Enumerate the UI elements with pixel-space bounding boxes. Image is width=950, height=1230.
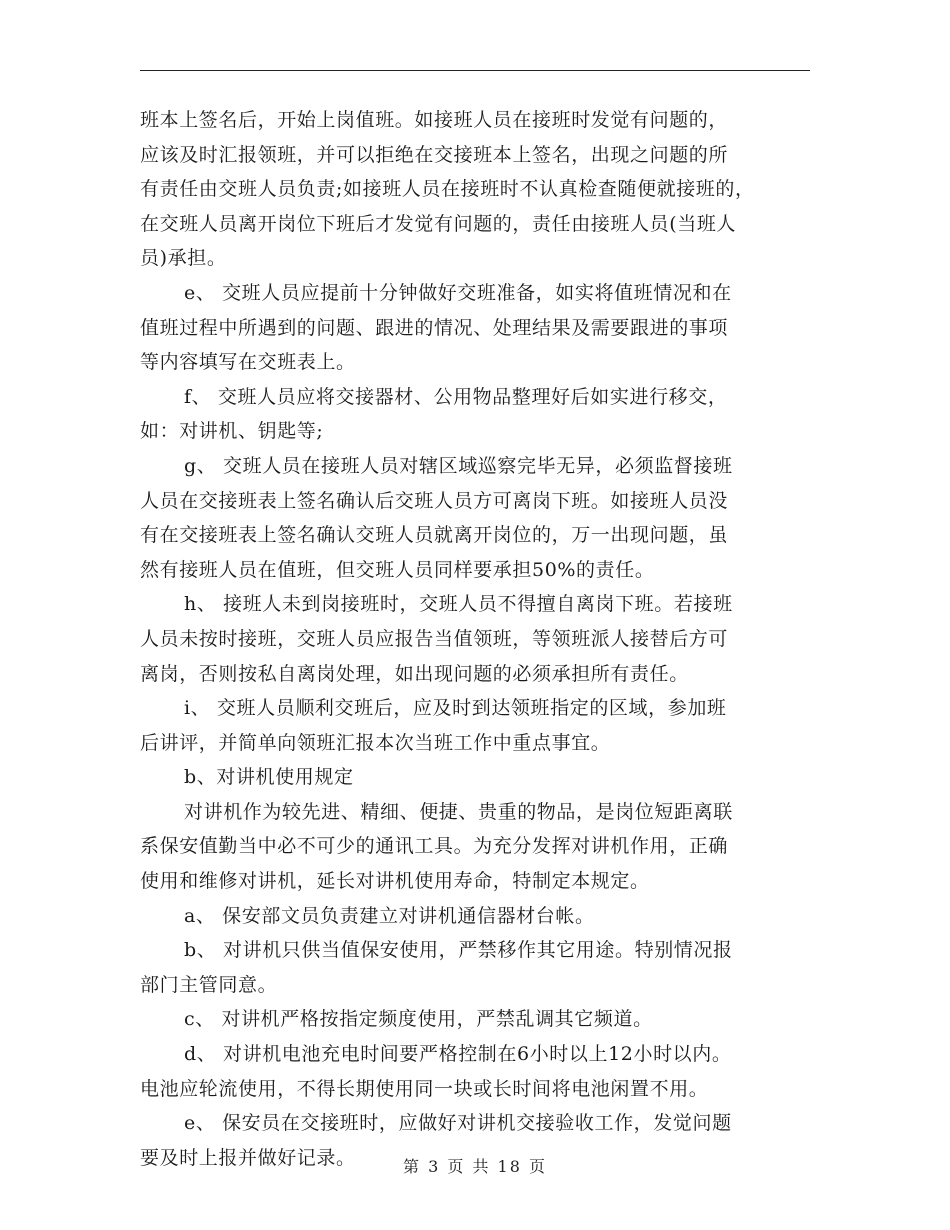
text-line: f、 交班人员应将交接器材、公用物品整理好后如实进行移交， xyxy=(184,385,728,408)
text-line: 人员在交接班表上签名确认后交班人员方可离岗下班。如接班人员没 xyxy=(140,489,729,512)
text-line: 有在交接班表上签名确认交班人员就离开岗位的，万一出现问题，虽 xyxy=(140,524,729,547)
text-line: 对讲机作为较先进、精细、便捷、贵重的物品，是岗位短距离联 xyxy=(184,800,733,823)
text-line: b、 对讲机只供当值保安使用，严禁移作其它用途。特别情况报 xyxy=(184,939,733,962)
text-line: e、 交班人员应提前十分钟做好交班准备，如实将值班情况和在 xyxy=(184,281,732,304)
text-line: g、 交班人员在接班人员对辖区域巡察完毕无异，必须监督接班 xyxy=(184,454,733,477)
text-line: 系保安值勤当中必不可少的通讯工具。为充分发挥对讲机作用，正确 xyxy=(140,835,729,858)
text-line: c、 对讲机严格按指定频度使用，严禁乱调其它频道。 xyxy=(184,1008,653,1031)
text-line: 离岗，否则按私自离岗处理，如出现问题的必须承担所有责任。 xyxy=(140,662,689,685)
text-line: e、 保安员在交接班时，应做好对讲机交接验收工作，发觉问题 xyxy=(184,1112,732,1135)
section-heading: b、对讲机使用规定 xyxy=(184,766,354,789)
text-line: i、 交班人员顺利交班后，应及时到达领班指定的区域，参加班 xyxy=(184,697,727,720)
text-line: 然有接班人员在值班，但交班人员同样要承担50%的责任。 xyxy=(140,558,655,581)
text-line: 有责任由交班人员负责;如接班人员在接班时不认真检查随便就接班的， xyxy=(140,178,755,201)
text-line: 部门主管同意。 xyxy=(140,973,278,996)
text-line: 使用和维修对讲机，延长对讲机使用寿命，特制定本规定。 xyxy=(140,870,650,893)
header-rule xyxy=(140,70,810,71)
text-line: 等内容填写在交班表上。 xyxy=(140,351,356,374)
text-line: h、 接班人未到岗接班时，交班人员不得擅自离岗下班。若接班 xyxy=(184,593,733,616)
text-line: a、 保安部文员负责建立对讲机通信器材台帐。 xyxy=(184,904,595,927)
text-line: 电池应轮流使用，不得长期使用同一块或长时间将电池闲置不用。 xyxy=(140,1077,709,1100)
text-line: 如：对讲机、钥匙等; xyxy=(140,420,324,443)
text-line: 后讲评，并简单向领班汇报本次当班工作中重点事宜。 xyxy=(140,731,611,754)
text-line: 在交班人员离开岗位下班后才发觉有问题的，责任由接班人员(当班人 xyxy=(140,212,737,235)
text-line: 人员未按时接班，交班人员应报告当值领班，等领班派人接替后方可 xyxy=(140,627,729,650)
text-line: 应该及时汇报领班，并可以拒绝在交接班本上签名，出现之问题的所 xyxy=(140,143,729,166)
text-line: d、 对讲机电池充电时间要严格控制在6小时以上12小时以内。 xyxy=(184,1043,732,1066)
document-body xyxy=(140,103,810,1175)
text-line: 员)承担。 xyxy=(140,247,227,270)
text-line: 值班过程中所遇到的问题、跟进的情况、处理结果及需要跟进的事项 xyxy=(140,316,729,339)
text-line: 班本上签名后，开始上岗值班。如接班人员在接班时发觉有问题的， xyxy=(140,109,729,131)
page-number: 第 3 页 共 18 页 xyxy=(403,1157,547,1176)
text-line: 要及时上报并做好记录。 xyxy=(140,1146,356,1169)
